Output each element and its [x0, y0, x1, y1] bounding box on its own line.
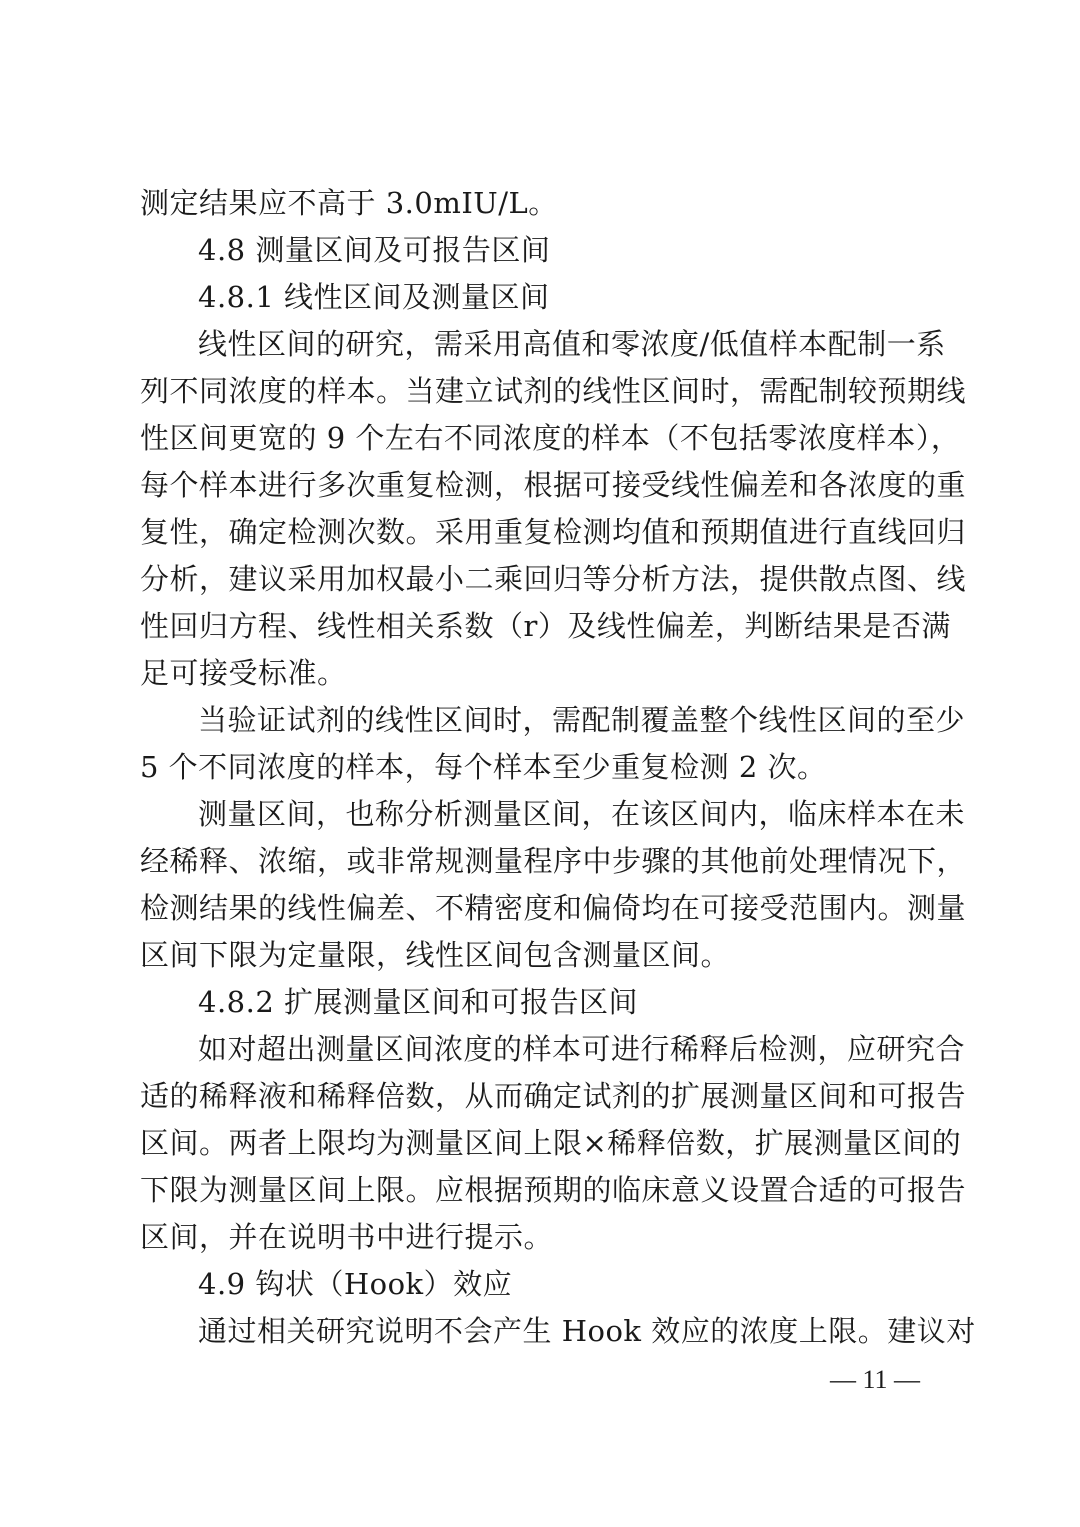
paragraph-line: 经稀释、浓缩，或非常规测量程序中步骤的其他前处理情况下，: [140, 844, 967, 878]
paragraph-line: 复性，确定检测次数。采用重复检测均值和预期值进行直线回归: [140, 515, 967, 549]
paragraph-line: 通过相关研究说明不会产生 Hook 效应的浓度上限。建议对: [198, 1314, 976, 1348]
paragraph-line: 下限为测量区间上限。应根据预期的临床意义设置合适的可报告: [140, 1173, 967, 1207]
paragraph-line: 区间下限为定量限，线性区间包含测量区间。: [140, 938, 731, 972]
paragraph-line: 列不同浓度的样本。当建立试剂的线性区间时，需配制较预期线: [140, 374, 967, 408]
paragraph-line: 每个样本进行多次重复检测，根据可接受线性偏差和各浓度的重: [140, 468, 967, 502]
paragraph-line: 区间，并在说明书中进行提示。: [140, 1220, 554, 1254]
paragraph-line: 性回归方程、线性相关系数（r）及线性偏差，判断结果是否满: [140, 609, 951, 643]
section-heading-4-8-2: 4.8.2 扩展测量区间和可报告区间: [198, 985, 639, 1019]
section-heading-4-8: 4.8 测量区间及可报告区间: [198, 233, 551, 267]
paragraph-line: 测定结果应不高于 3.0mIU/L。: [140, 186, 558, 220]
paragraph-line: 适的稀释液和稀释倍数，从而确定试剂的扩展测量区间和可报告: [140, 1079, 967, 1113]
paragraph-line: 5 个不同浓度的样本，每个样本至少重复检测 2 次。: [140, 750, 827, 784]
paragraph-line: 当验证试剂的线性区间时，需配制覆盖整个线性区间的至少: [198, 703, 966, 737]
paragraph-line: 性区间更宽的 9 个左右不同浓度的样本（不包括零浓度样本），: [140, 421, 961, 455]
paragraph-line: 检测结果的线性偏差、不精密度和偏倚均在可接受范围内。测量: [140, 891, 967, 925]
page-number: — 11 —: [829, 1365, 920, 1394]
paragraph-line: 线性区间的研究，需采用高值和零浓度/低值样本配制一系: [198, 327, 946, 361]
paragraph-line: 测量区间，也称分析测量区间，在该区间内，临床样本在未: [198, 797, 966, 831]
section-heading-4-8-1: 4.8.1 线性区间及测量区间: [198, 280, 550, 314]
paragraph-line: 区间。两者上限均为测量区间上限×稀释倍数，扩展测量区间的: [140, 1126, 962, 1160]
document-body: [140, 180, 976, 1355]
paragraph-line: 如对超出测量区间浓度的样本可进行稀释后检测，应研究合: [198, 1032, 966, 1066]
paragraph-line: 分析，建议采用加权最小二乘回归等分析方法，提供散点图、线: [140, 562, 967, 596]
section-heading-4-9: 4.9 钩状（Hook）效应: [198, 1267, 513, 1301]
paragraph-line: 足可接受标准。: [140, 656, 347, 690]
